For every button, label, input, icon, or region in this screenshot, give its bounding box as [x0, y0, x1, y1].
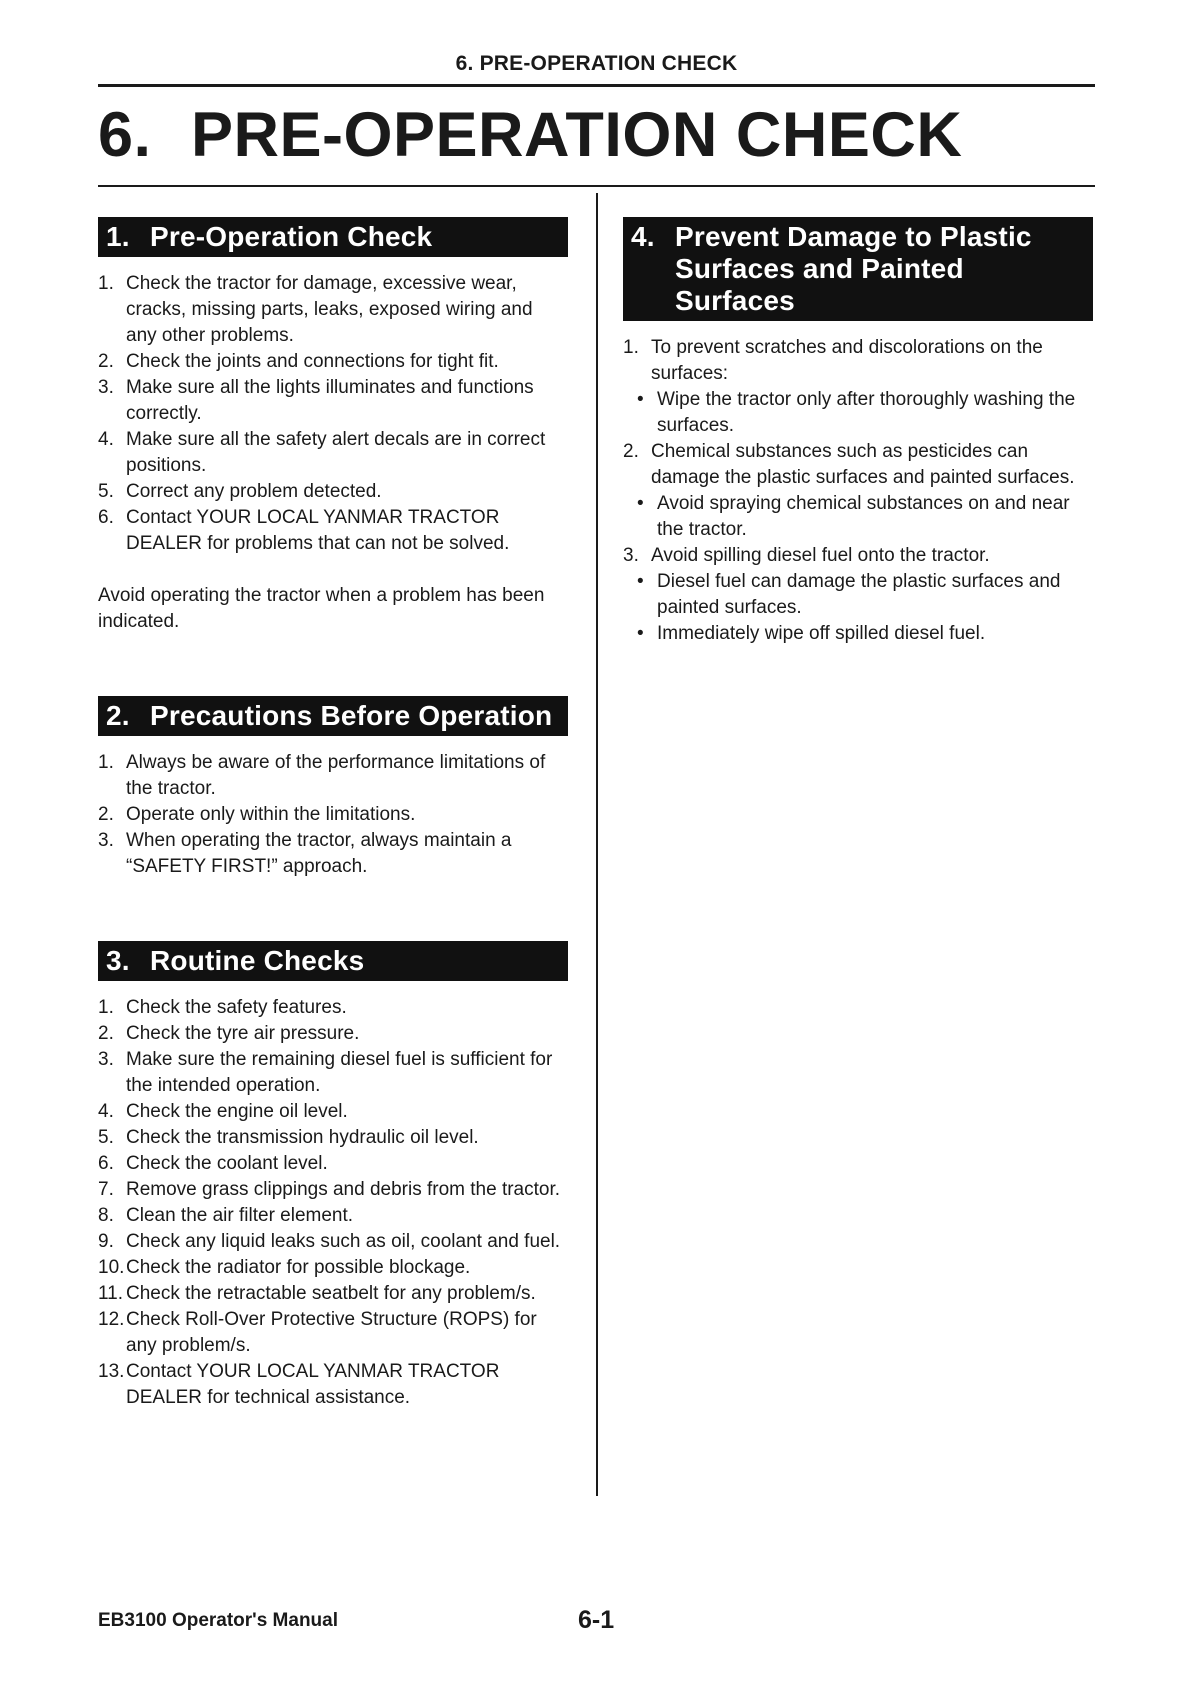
item-text: Check the tractor for damage, excessive wear, cracks, missing parts, leaks, exposed wiring and any other problems. — [126, 273, 533, 346]
list-item — [98, 1229, 568, 1255]
item-number: 11. — [98, 1283, 124, 1304]
section-title: Prevent Damage to Plastic Surfaces and Painted Surfaces — [675, 221, 1032, 316]
bullet-list — [623, 387, 1093, 439]
item-number: 10. — [98, 1257, 125, 1278]
bullet-item — [623, 569, 1093, 621]
section-pre-operation-check — [98, 217, 568, 654]
item-text: Check the transmission hydraulic oil level. — [126, 1127, 479, 1148]
item-number: 5. — [98, 481, 114, 502]
bullet-item — [623, 621, 1093, 647]
list-item — [98, 1047, 568, 1099]
item-body — [637, 439, 1093, 543]
item-text: Clean the air filter element. — [126, 1205, 354, 1226]
item-text: Check the safety features. — [126, 997, 347, 1018]
list-item — [98, 1255, 568, 1281]
list-item — [623, 543, 1093, 647]
list-item — [98, 828, 568, 880]
section-title: Pre-Operation Check — [150, 221, 433, 252]
section-title: Precautions Before Operation — [150, 700, 553, 731]
item-number: 8. — [98, 1205, 114, 1226]
bullet-list — [623, 491, 1093, 543]
section-routine-checks — [98, 941, 568, 1411]
section-number: 1. — [106, 221, 130, 252]
list-item — [98, 427, 568, 479]
item-number: 4. — [98, 429, 114, 450]
item-number: 9. — [98, 1231, 114, 1252]
list-item — [98, 1177, 568, 1203]
bullet-item — [623, 491, 1093, 543]
bullet-list — [623, 569, 1093, 647]
item-text: Check the tyre air pressure. — [126, 1023, 360, 1044]
list-item — [98, 995, 568, 1021]
item-text: Check the retractable seatbelt for any problem/s. — [126, 1283, 536, 1304]
item-number: 2. — [98, 1023, 114, 1044]
item-text: Check any liquid leaks such as oil, coolant and fuel. — [126, 1231, 561, 1252]
list-item — [98, 750, 568, 802]
section-heading — [623, 217, 1093, 321]
list-item — [98, 1307, 568, 1359]
bullet-text: Wipe the tractor only after thoroughly washing the surfaces. — [657, 389, 1076, 436]
item-text: Contact YOUR LOCAL YANMAR TRACTOR DEALER for problems that can not be solved. — [126, 507, 510, 554]
list-item — [98, 349, 568, 375]
section-title: Routine Checks — [150, 945, 365, 976]
item-text: Check the joints and connections for tight fit. — [126, 351, 499, 372]
note-text: Avoid operating the tractor when a problem has been indicated. — [98, 585, 545, 632]
item-number: 1. — [623, 337, 639, 358]
list-item — [98, 1099, 568, 1125]
section-precautions-before-operation — [98, 696, 568, 880]
numbered-list — [98, 995, 568, 1411]
running-header: 6. PRE-OPERATION CHECK — [455, 52, 738, 75]
item-number: 3. — [623, 545, 639, 566]
item-text: Check the engine oil level. — [126, 1101, 348, 1122]
section-prevent-damage — [623, 217, 1093, 647]
numbered-list — [623, 335, 1093, 647]
section-heading — [98, 217, 568, 257]
item-text: Avoid spilling diesel fuel onto the tractor. — [651, 545, 990, 566]
item-text: Check the coolant level. — [126, 1153, 328, 1174]
bullet-dot: • — [637, 389, 644, 410]
list-item — [98, 802, 568, 828]
item-text: Correct any problem detected. — [126, 481, 382, 502]
bullet-text: Diesel fuel can damage the plastic surfaces and painted surfaces. — [657, 571, 1061, 618]
item-text: To prevent scratches and discolorations on the surfaces: — [651, 337, 1043, 384]
footer-page-number: 6-1 — [578, 1606, 615, 1634]
item-text: Contact YOUR LOCAL YANMAR TRACTOR DEALER for technical assistance. — [126, 1361, 500, 1408]
item-number: 6. — [98, 507, 114, 528]
item-number: 1. — [98, 273, 114, 294]
item-number: 2. — [623, 441, 639, 462]
item-number: 7. — [98, 1179, 114, 1200]
item-number: 3. — [98, 830, 114, 851]
list-item — [98, 1281, 568, 1307]
list-item — [98, 271, 568, 349]
item-number: 1. — [98, 997, 114, 1018]
section-number: 3. — [106, 945, 130, 976]
list-item — [98, 1151, 568, 1177]
item-body — [637, 335, 1093, 439]
chapter-number: 6. — [98, 100, 152, 170]
numbered-list — [98, 271, 568, 557]
section-number: 2. — [106, 700, 130, 731]
bullet-text: Avoid spraying chemical substances on and near the tractor. — [657, 493, 1070, 540]
list-item — [98, 1203, 568, 1229]
item-number: 5. — [98, 1127, 114, 1148]
bullet-dot: • — [637, 571, 644, 592]
bullet-text: Immediately wipe off spilled diesel fuel. — [657, 623, 986, 644]
item-text: When operating the tractor, always maintain a “SAFETY FIRST!” approach. — [126, 830, 512, 877]
section-heading — [98, 696, 568, 736]
item-number: 1. — [98, 752, 114, 773]
item-text: Make sure all the lights illuminates and functions correctly. — [126, 377, 534, 424]
item-number: 3. — [98, 377, 114, 398]
column-divider — [596, 193, 598, 1496]
list-item — [98, 1125, 568, 1151]
bullet-dot: • — [637, 493, 644, 514]
header-rule — [98, 84, 1095, 87]
item-number: 13. — [98, 1361, 125, 1382]
numbered-list — [98, 750, 568, 880]
list-item — [623, 335, 1093, 439]
item-text: Chemical substances such as pesticides can damage the plastic surfaces and painted surfaces. — [651, 441, 1075, 488]
item-number: 4. — [98, 1101, 114, 1122]
item-text: Operate only within the limitations. — [126, 804, 416, 825]
item-number: 2. — [98, 804, 114, 825]
item-number: 12. — [98, 1309, 125, 1330]
title-rule — [98, 185, 1095, 187]
item-number: 3. — [98, 1049, 114, 1070]
item-body — [637, 543, 1093, 647]
item-text: Check Roll-Over Protective Structure (ROPS) for any problem/s. — [126, 1309, 537, 1356]
bullet-item — [623, 387, 1093, 439]
list-item — [98, 375, 568, 427]
item-text: Always be aware of the performance limitations of the tractor. — [126, 752, 546, 799]
list-item — [98, 505, 568, 557]
bullet-dot: • — [637, 623, 644, 644]
item-text: Make sure the remaining diesel fuel is sufficient for the intended operation. — [126, 1049, 553, 1096]
item-text: Remove grass clippings and debris from the tractor. — [126, 1179, 561, 1200]
list-item — [98, 1021, 568, 1047]
item-number: 6. — [98, 1153, 114, 1174]
list-item — [623, 439, 1093, 543]
section-number: 4. — [631, 221, 655, 252]
chapter-title — [98, 96, 962, 174]
list-item — [98, 1359, 568, 1411]
section-heading — [98, 941, 568, 981]
item-text: Check the radiator for possible blockage. — [126, 1257, 471, 1278]
item-text: Make sure all the safety alert decals are in correct positions. — [126, 429, 546, 476]
chapter-title-text: PRE-OPERATION CHECK — [191, 100, 963, 170]
list-item — [98, 479, 568, 505]
item-number: 2. — [98, 351, 114, 372]
footer-manual-name: EB3100 Operator's Manual — [98, 1610, 338, 1631]
